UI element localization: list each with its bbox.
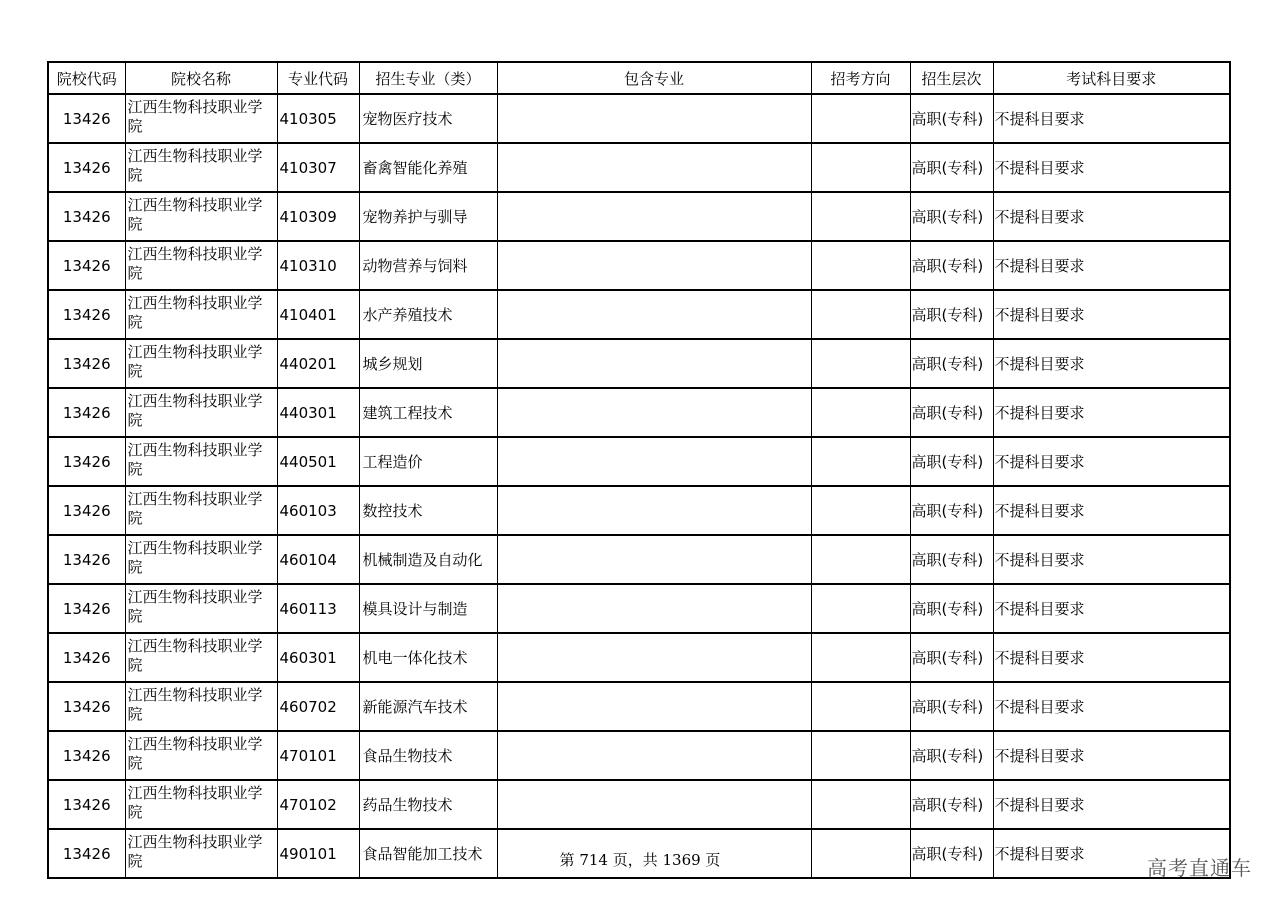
cell-major-code: 410305	[277, 94, 359, 143]
cell-level: 高职(专科)	[910, 584, 993, 633]
cell-major-code: 470102	[277, 780, 359, 829]
cell-included-majors	[497, 290, 811, 339]
cell-major-code: 440301	[277, 388, 359, 437]
cell-major-code: 460113	[277, 584, 359, 633]
header-school-code: 院校代码	[48, 62, 125, 94]
cell-school-code: 13426	[48, 339, 125, 388]
cell-major: 食品生物技术	[359, 731, 497, 780]
cell-school-name: 江西生物科技职业学院	[125, 192, 277, 241]
cell-included-majors	[497, 633, 811, 682]
cell-subject-requirement: 不提科目要求	[993, 535, 1230, 584]
cell-included-majors	[497, 241, 811, 290]
table-row	[48, 633, 1230, 682]
cell-level: 高职(专科)	[910, 829, 993, 878]
cell-school-code: 13426	[48, 388, 125, 437]
cell-school-name: 江西生物科技职业学院	[125, 437, 277, 486]
cell-major: 动物营养与饲料	[359, 241, 497, 290]
header-major-code: 专业代码	[277, 62, 359, 94]
cell-direction	[811, 94, 910, 143]
cell-school-code: 13426	[48, 241, 125, 290]
cell-major-code: 410401	[277, 290, 359, 339]
cell-level: 高职(专科)	[910, 486, 993, 535]
table-row	[48, 780, 1230, 829]
cell-direction	[811, 780, 910, 829]
cell-included-majors	[497, 339, 811, 388]
cell-major: 机电一体化技术	[359, 633, 497, 682]
table-row	[48, 192, 1230, 241]
cell-direction	[811, 584, 910, 633]
cell-level: 高职(专科)	[910, 633, 993, 682]
cell-school-name: 江西生物科技职业学院	[125, 633, 277, 682]
cell-school-code: 13426	[48, 535, 125, 584]
cell-subject-requirement: 不提科目要求	[993, 633, 1230, 682]
cell-major: 宠物医疗技术	[359, 94, 497, 143]
table-body	[48, 94, 1230, 878]
cell-school-name: 江西生物科技职业学院	[125, 731, 277, 780]
cell-school-name: 江西生物科技职业学院	[125, 829, 277, 878]
cell-included-majors	[497, 682, 811, 731]
cell-level: 高职(专科)	[910, 143, 993, 192]
cell-direction	[811, 388, 910, 437]
cell-school-code: 13426	[48, 731, 125, 780]
table-row	[48, 94, 1230, 143]
cell-major: 畜禽智能化养殖	[359, 143, 497, 192]
cell-included-majors	[497, 535, 811, 584]
cell-major: 机械制造及自动化	[359, 535, 497, 584]
header-subject-requirement: 考试科目要求	[993, 62, 1230, 94]
cell-school-name: 江西生物科技职业学院	[125, 584, 277, 633]
cell-school-name: 江西生物科技职业学院	[125, 339, 277, 388]
cell-major: 食品智能加工技术	[359, 829, 497, 878]
cell-subject-requirement: 不提科目要求	[993, 486, 1230, 535]
cell-school-code: 13426	[48, 143, 125, 192]
table-row	[48, 535, 1230, 584]
cell-school-code: 13426	[48, 94, 125, 143]
cell-subject-requirement: 不提科目要求	[993, 437, 1230, 486]
cell-school-name: 江西生物科技职业学院	[125, 682, 277, 731]
header-included-majors: 包含专业	[497, 62, 811, 94]
cell-subject-requirement: 不提科目要求	[993, 339, 1230, 388]
cell-level: 高职(专科)	[910, 535, 993, 584]
cell-major: 新能源汽车技术	[359, 682, 497, 731]
cell-direction	[811, 290, 910, 339]
cell-major-code: 460104	[277, 535, 359, 584]
cell-subject-requirement: 不提科目要求	[993, 241, 1230, 290]
cell-school-code: 13426	[48, 633, 125, 682]
table-row	[48, 682, 1230, 731]
table-row	[48, 584, 1230, 633]
cell-major-code: 460702	[277, 682, 359, 731]
cell-major-code: 440501	[277, 437, 359, 486]
table-row	[48, 388, 1230, 437]
header-direction: 招考方向	[811, 62, 910, 94]
cell-school-name: 江西生物科技职业学院	[125, 486, 277, 535]
cell-school-code: 13426	[48, 437, 125, 486]
header-major: 招生专业（类）	[359, 62, 497, 94]
cell-level: 高职(专科)	[910, 290, 993, 339]
cell-subject-requirement: 不提科目要求	[993, 682, 1230, 731]
cell-level: 高职(专科)	[910, 780, 993, 829]
cell-level: 高职(专科)	[910, 94, 993, 143]
cell-included-majors	[497, 192, 811, 241]
cell-level: 高职(专科)	[910, 731, 993, 780]
cell-school-name: 江西生物科技职业学院	[125, 290, 277, 339]
cell-level: 高职(专科)	[910, 339, 993, 388]
cell-school-name: 江西生物科技职业学院	[125, 535, 277, 584]
cell-school-code: 13426	[48, 192, 125, 241]
table-row	[48, 486, 1230, 535]
cell-direction	[811, 731, 910, 780]
cell-school-name: 江西生物科技职业学院	[125, 94, 277, 143]
cell-direction	[811, 437, 910, 486]
table-row	[48, 339, 1230, 388]
cell-level: 高职(专科)	[910, 192, 993, 241]
cell-included-majors	[497, 143, 811, 192]
cell-major: 城乡规划	[359, 339, 497, 388]
cell-school-code: 13426	[48, 682, 125, 731]
watermark: 高考直通车	[1147, 856, 1252, 880]
cell-major: 建筑工程技术	[359, 388, 497, 437]
cell-subject-requirement: 不提科目要求	[993, 290, 1230, 339]
cell-major-code: 490101	[277, 829, 359, 878]
cell-subject-requirement: 不提科目要求	[993, 192, 1230, 241]
table-row	[48, 437, 1230, 486]
cell-major-code: 410310	[277, 241, 359, 290]
cell-school-name: 江西生物科技职业学院	[125, 388, 277, 437]
cell-direction	[811, 339, 910, 388]
cell-included-majors	[497, 584, 811, 633]
cell-included-majors	[497, 94, 811, 143]
cell-school-name: 江西生物科技职业学院	[125, 143, 277, 192]
cell-major: 水产养殖技术	[359, 290, 497, 339]
page-number: 第 714 页，共 1369 页	[559, 851, 721, 869]
cell-level: 高职(专科)	[910, 437, 993, 486]
cell-direction	[811, 633, 910, 682]
cell-subject-requirement: 不提科目要求	[993, 780, 1230, 829]
cell-subject-requirement: 不提科目要求	[993, 731, 1230, 780]
table-row	[48, 290, 1230, 339]
table-row	[48, 731, 1230, 780]
cell-school-code: 13426	[48, 780, 125, 829]
cell-subject-requirement: 不提科目要求	[993, 94, 1230, 143]
cell-major-code: 460103	[277, 486, 359, 535]
cell-direction	[811, 682, 910, 731]
cell-major: 宠物养护与驯导	[359, 192, 497, 241]
cell-direction	[811, 486, 910, 535]
admissions-table	[47, 61, 1231, 879]
header-school-name: 院校名称	[125, 62, 277, 94]
cell-level: 高职(专科)	[910, 388, 993, 437]
cell-major-code: 410307	[277, 143, 359, 192]
cell-direction	[811, 241, 910, 290]
table-row	[48, 143, 1230, 192]
table-row	[48, 241, 1230, 290]
cell-major-code: 470101	[277, 731, 359, 780]
cell-subject-requirement: 不提科目要求	[993, 388, 1230, 437]
cell-school-name: 江西生物科技职业学院	[125, 241, 277, 290]
cell-included-majors	[497, 388, 811, 437]
header-level: 招生层次	[910, 62, 993, 94]
cell-direction	[811, 535, 910, 584]
cell-level: 高职(专科)	[910, 682, 993, 731]
cell-major: 模具设计与制造	[359, 584, 497, 633]
table-header-row	[48, 62, 1230, 94]
cell-level: 高职(专科)	[910, 241, 993, 290]
cell-major: 药品生物技术	[359, 780, 497, 829]
cell-major-code: 440201	[277, 339, 359, 388]
cell-included-majors	[497, 437, 811, 486]
cell-subject-requirement: 不提科目要求	[993, 143, 1230, 192]
cell-school-name: 江西生物科技职业学院	[125, 780, 277, 829]
cell-direction	[811, 143, 910, 192]
cell-school-code: 13426	[48, 584, 125, 633]
cell-major-code: 460301	[277, 633, 359, 682]
cell-direction	[811, 192, 910, 241]
cell-included-majors	[497, 486, 811, 535]
cell-school-code: 13426	[48, 829, 125, 878]
cell-included-majors	[497, 731, 811, 780]
cell-major: 工程造价	[359, 437, 497, 486]
cell-subject-requirement: 不提科目要求	[993, 584, 1230, 633]
cell-school-code: 13426	[48, 486, 125, 535]
cell-subject-requirement: 不提科目要求	[993, 829, 1230, 878]
cell-included-majors	[497, 780, 811, 829]
cell-major: 数控技术	[359, 486, 497, 535]
cell-major-code: 410309	[277, 192, 359, 241]
cell-school-code: 13426	[48, 290, 125, 339]
